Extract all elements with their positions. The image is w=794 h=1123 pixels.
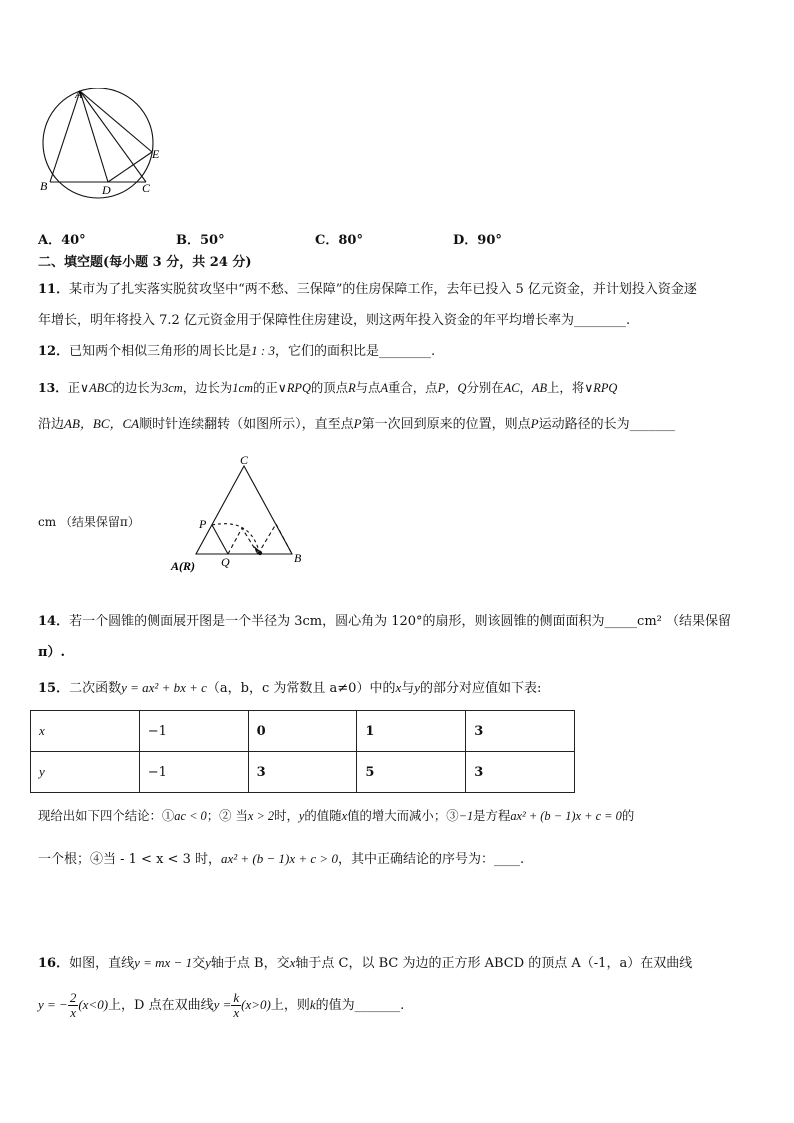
option-a: A．40° — [38, 233, 86, 248]
small-triangle-side — [212, 525, 228, 554]
q14-line2: π）. — [38, 645, 66, 660]
table-cell: 3 — [466, 711, 575, 752]
fraction: $\frac{k}{x}$ — [233, 990, 240, 1020]
q11-line1: 11．某市为了扎实落实脱贫攻坚中“两不愁、三保障”的住房保障工作，去年已投入 5 亿元资金，并计划投入资金逐 — [38, 282, 697, 297]
q16-line2: y = − $\frac{2}{x}$ (x<0)上，D 点在双曲线y = $\frac{k}{x}$ (x>0)上，则k的值为_______. — [38, 990, 405, 1020]
segment-ab — [50, 91, 80, 182]
table-cell: x — [31, 711, 140, 752]
table-row — [31, 711, 575, 752]
path-arc — [212, 524, 258, 548]
table-cell: 3 — [466, 752, 575, 793]
table-cell: 1 — [357, 711, 466, 752]
segment-ad — [80, 91, 108, 182]
triangle-figure — [168, 450, 318, 575]
circle-figure — [38, 88, 168, 200]
label-a-r: A(R) — [171, 559, 195, 573]
label-d: D — [102, 183, 111, 197]
label-p: P — [199, 517, 207, 531]
q14-line1: 14．若一个圆锥的侧面展开图是一个半径为 3cm，圆心角为 120°的扇形，则该圆锥的侧面面积为_____cm² （结果保留 — [38, 614, 732, 629]
q13-line1: 13．正∨ABC的边长为3cm，边长为1cm的正∨RPQ的顶点R与点A重合，点P，Q分别在AC，AB上，将∨RPQ — [38, 380, 618, 395]
segment-ae — [80, 91, 152, 152]
dashed-triangle-2 — [258, 524, 292, 554]
dashed-triangle — [228, 528, 258, 554]
table-cell: −1 — [139, 752, 248, 793]
q15-conclusions-line2: 一个根；④当 - 1 < x < 3 时，ax² + (b − 1)x + c > 0，其中正确结论的序号为：____. — [38, 851, 525, 867]
triangle-abc — [196, 466, 292, 554]
option-d: D．90° — [453, 233, 502, 248]
label-b: B — [294, 551, 302, 565]
label-c: C — [142, 181, 151, 195]
q12-line: 12．已知两个相似三角形的周长比是1 : 3，它们的面积比是________. — [38, 343, 436, 359]
table-cell: 5 — [357, 752, 466, 793]
arrow-icon — [254, 546, 260, 552]
q16-line1: 16．如图，直线y = mx − 1交y轴于点 B，交x轴于点 C，以 BC 为边的正方形 ABCD 的顶点 A（-1，a）在双曲线 — [38, 955, 693, 971]
label-e: E — [152, 147, 160, 161]
label-a: A — [75, 88, 83, 101]
q13-tail: cm （结果保留π） — [38, 515, 140, 529]
q13-line2: 沿边AB，BC，CA顺时针连续翻转（如图所示），直至点P第一次回到原来的位置，则点P运动路径的长为_______ — [38, 416, 676, 432]
q15-conclusions-line1: 现给出如下四个结论：①ac < 0；② 当x > 2时，y的值随x值的增大而减小；③−1是方程ax² + (b − 1)x + c = 0的 — [38, 808, 635, 823]
table-row — [31, 752, 575, 793]
q11-line2: 年增长，明年将投入 7.2 亿元资金用于保障性住房建设，则这两年投入资金的年平均增长率为________. — [38, 313, 631, 328]
option-c: C．80° — [315, 233, 363, 248]
table-cell: −1 — [139, 711, 248, 752]
table-cell: 0 — [248, 711, 357, 752]
segment-ac — [80, 91, 146, 182]
table-cell: y — [31, 752, 140, 793]
label-c: C — [240, 453, 249, 467]
segment-ed — [108, 152, 152, 182]
point-dot — [258, 551, 262, 555]
value-table — [30, 710, 575, 793]
label-b: B — [40, 179, 48, 193]
q15-line: 15．二次函数y = ax² + bx + c（a，b，c 为常数且 a≠0）中的x与y的部分对应值如下表: — [38, 680, 542, 696]
option-b: B．50° — [176, 233, 225, 248]
fraction: $\frac{2}{x}$ — [69, 990, 77, 1020]
table-cell: 3 — [248, 752, 357, 793]
section-title: 二、填空题(每小题 3 分，共 24 分) — [38, 255, 252, 270]
label-q: Q — [221, 555, 230, 569]
